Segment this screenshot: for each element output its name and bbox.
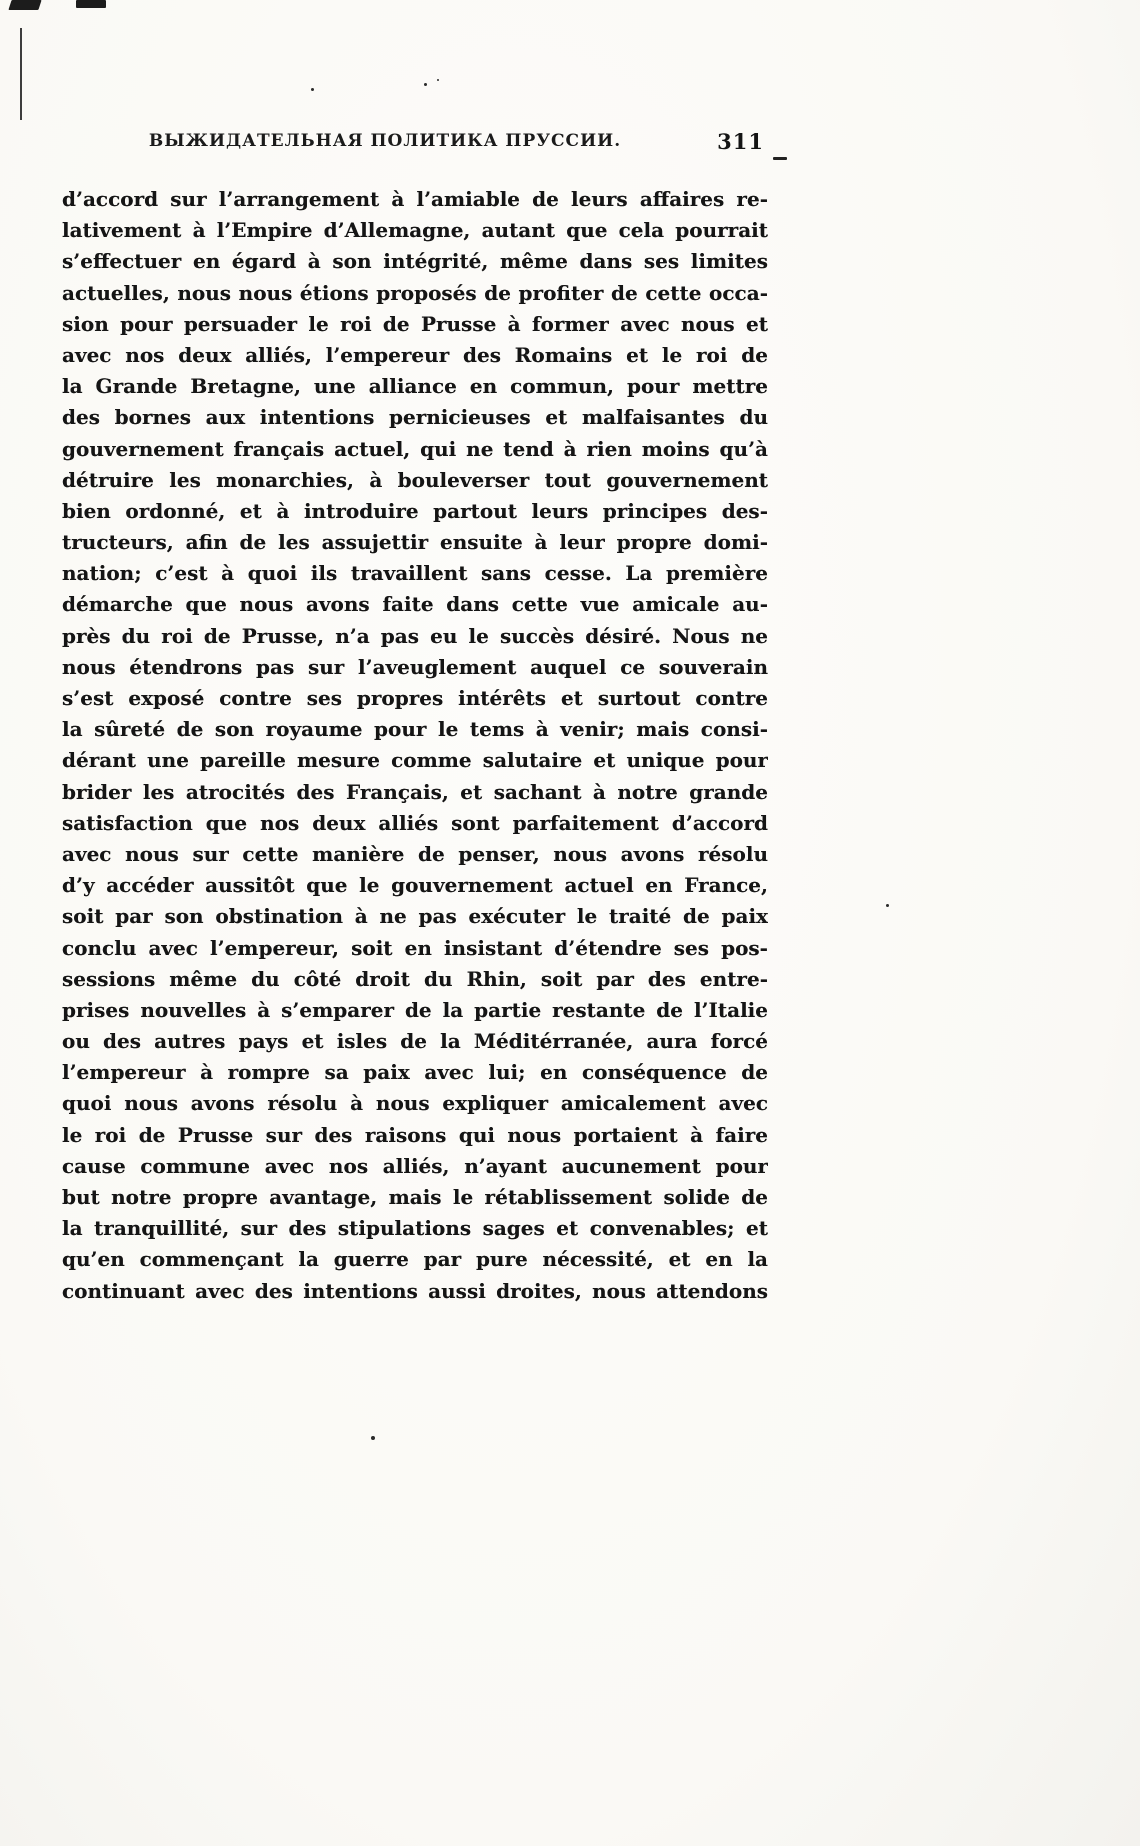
text-line: le roi de Prusse sur des raisons qui nous portaient à faire (62, 1122, 768, 1147)
text-line: des bornes aux intentions pernicieuses et malfaisantes du (62, 405, 768, 430)
text-line: d’accord sur l’arrangement à l’amiable de leurs affaires re- (62, 187, 768, 211)
scan-mark-corner (76, 0, 106, 8)
text-line: nous étendrons pas sur l’aveuglement auquel ce souverain (62, 654, 768, 679)
scan-speck (371, 1436, 375, 1440)
text-line: démarche que nous avons faite dans cette vue amicale au- (62, 592, 768, 617)
text-line: cause commune avec nos alliés, n’ayant aucunement pour (62, 1153, 768, 1178)
text-line: d’y accéder aussitôt que le gouvernement actuel en France, (62, 873, 768, 898)
text-line: sessions même du côté droit du Rhin, soit par des entre- (62, 966, 768, 991)
text-line: sion pour persuader le roi de Prusse à former avec nous et (62, 311, 768, 336)
text-line: satisfaction que nos deux alliés sont parfaitement d’accord (62, 810, 768, 835)
text-line: lativement à l’Empire d’Allemagne, autant que cela pourrait (62, 218, 768, 243)
text-line: ou des autres pays et isles de la Méditérranée, aura forcé (62, 1029, 768, 1054)
text-line: prises nouvelles à s’emparer de la partie restante de l’Italie (62, 997, 768, 1022)
scan-speck (424, 83, 427, 86)
text-line: avec nous sur cette manière de penser, nous avons résolu (62, 841, 768, 866)
text-line: tructeurs, afin de les assujettir ensuite à leur propre domi- (62, 530, 768, 555)
text-line: avec nos deux alliés, l’empereur des Romains et le roi de (62, 342, 768, 367)
text-line: but notre propre avantage, mais le rétablissement solide de (62, 1185, 768, 1209)
text-line: brider les atrocités des Français, et sachant à notre grande (62, 779, 768, 804)
text-line: dérant une pareille mesure comme salutaire et unique pour (62, 748, 768, 773)
text-line: quoi nous avons résolu à nous expliquer amicalement avec (62, 1091, 768, 1116)
scan-speck (437, 79, 439, 81)
text-line: gouvernement français actuel, qui ne tend à rien moins qu’à (62, 436, 768, 461)
text-line: la Grande Bretagne, une alliance en commun, pour mettre (62, 374, 768, 399)
text-line: la tranquillité, sur des stipulations sages et convenables; et (62, 1216, 768, 1241)
scan-mark-corner (8, 0, 41, 10)
text-line: près du roi de Prusse, n’a pas eu le succès désiré. Nous ne (62, 623, 768, 648)
text-line: conclu avec l’empereur, soit en insistant d’étendre ses pos- (62, 935, 768, 960)
text-line: continuant avec des intentions aussi droites, nous attendons (62, 1278, 768, 1303)
page-number: 311 (717, 129, 764, 154)
text-line: nation; c’est à quoi ils travaillent sans cesse. La première (62, 561, 768, 586)
text-line: soit par son obstination à ne pas exécuter le traité de paix (62, 904, 768, 929)
scan-speck (311, 88, 314, 91)
text-line: l’empereur à rompre sa paix avec lui; en conséquence de (62, 1060, 768, 1085)
text-line: actuelles, nous nous étions proposés de profiter de cette occa- (62, 280, 768, 305)
scan-mark-dash (773, 157, 787, 160)
text-line: bien ordonné, et à introduire partout leurs principes des- (62, 498, 768, 523)
text-line: la sûreté de son royaume pour le tems à venir; mais consi- (62, 717, 768, 742)
text-line: s’effectuer en égard à son intégrité, même dans ses limites (62, 249, 768, 274)
body-text (62, 184, 768, 1307)
scan-speck (886, 904, 889, 907)
page-header (62, 129, 768, 159)
scan-mark-vertical-line (20, 28, 22, 120)
text-line: détruire les monarchies, à bouleverser tout gouvernement (62, 467, 768, 492)
text-line: qu’en commençant la guerre par pure nécessité, et en la (62, 1247, 768, 1272)
running-title: ВЫЖИДАТЕЛЬНАЯ ПОЛИТИКА ПРУССИИ. (148, 131, 622, 151)
text-line: s’est exposé contre ses propres intérêts et surtout contre (62, 686, 768, 710)
